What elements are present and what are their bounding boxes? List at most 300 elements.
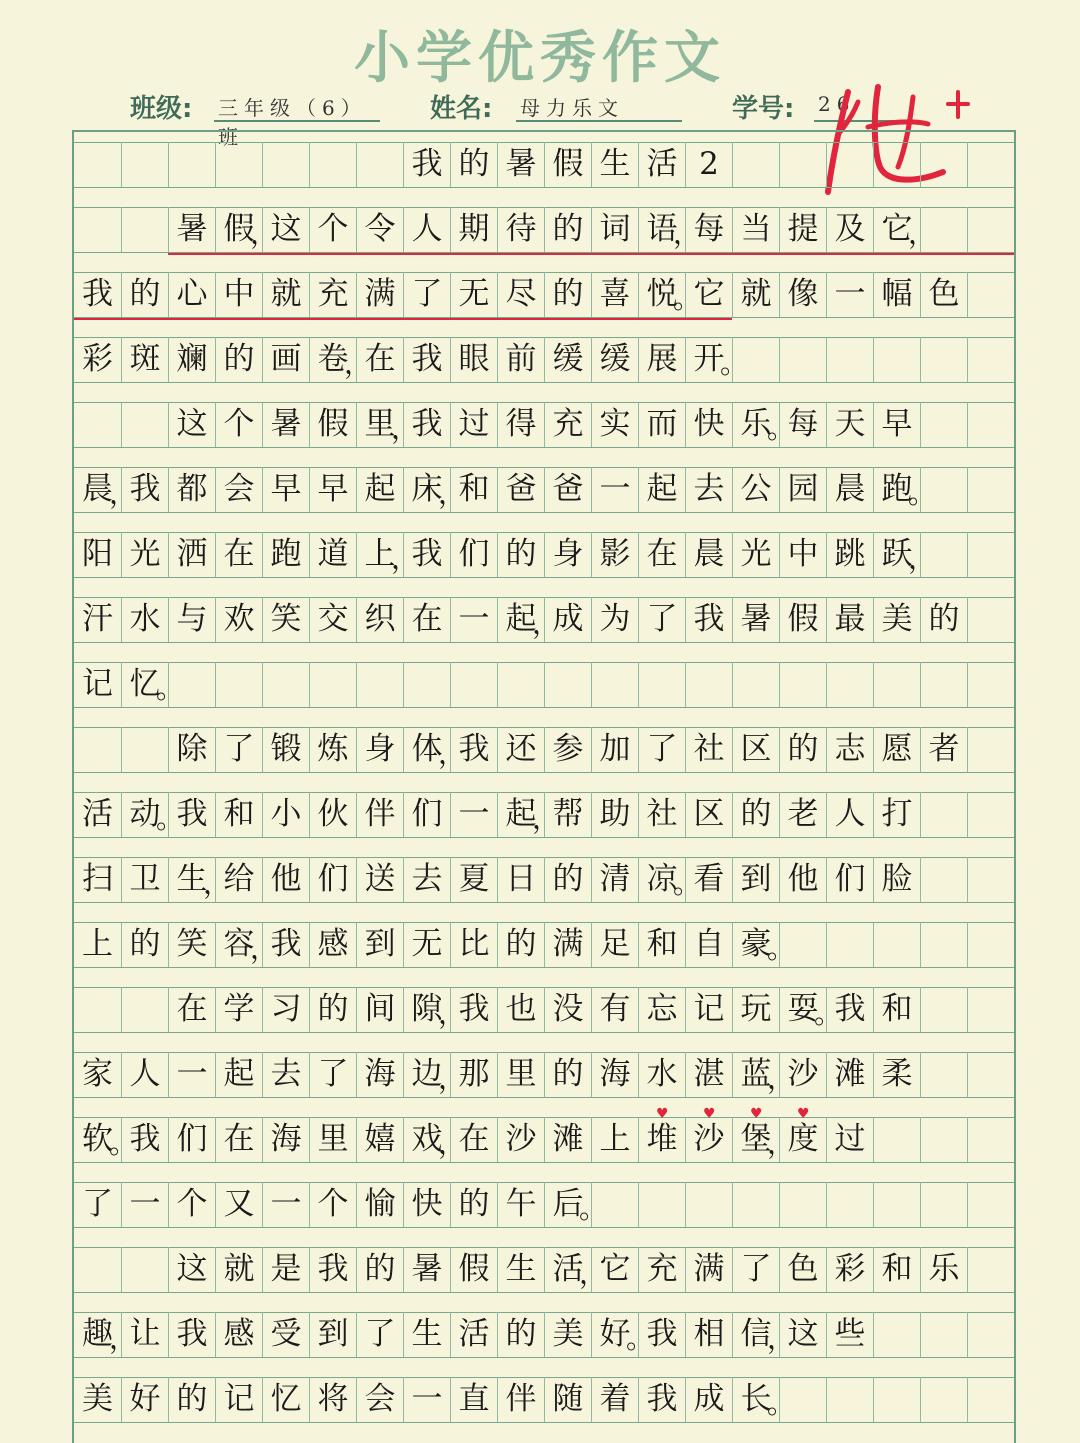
- punctuation-mark: 。: [579, 1192, 608, 1225]
- grid-cell: 就: [732, 272, 779, 317]
- grid-cell: 的: [121, 922, 168, 967]
- grid-cell: 直: [450, 1377, 497, 1422]
- grid-cell: 和: [450, 467, 497, 512]
- grid-cell: 光: [121, 532, 168, 577]
- grid-cell: 汗: [82, 601, 113, 637]
- grid-cell: 都: [168, 467, 215, 512]
- grid-cell: 它: [685, 272, 732, 317]
- grid-cell: 我: [403, 402, 450, 447]
- grid-cell: 彩: [826, 1247, 873, 1292]
- punctuation-mark: 。: [814, 997, 843, 1030]
- grid-cell: 提: [779, 207, 826, 252]
- grid-cell: 边: [403, 1052, 450, 1097]
- heart-mark-icon: ♥: [656, 1106, 669, 1122]
- grid-cell: 我: [309, 1247, 356, 1292]
- grid-cell: 锻: [262, 727, 309, 772]
- grid-cell: 得: [497, 402, 544, 447]
- punctuation-mark: ，: [579, 1257, 608, 1290]
- grid-cell: 的: [450, 142, 497, 187]
- grid-cell: 看: [685, 857, 732, 902]
- grid-cell: 词: [591, 207, 638, 252]
- grid-cell: [403, 662, 450, 707]
- grid-cell: 活: [450, 1312, 497, 1357]
- grid-cell: 到: [356, 922, 403, 967]
- grid-cell: 成: [685, 1377, 732, 1422]
- punctuation-mark: ，: [767, 1062, 796, 1095]
- essay-line: [74, 782, 1014, 847]
- grid-cell: 在: [215, 532, 262, 577]
- essay-line: [74, 652, 1014, 717]
- grid-cell: 志: [826, 727, 873, 772]
- grid-cell: 水: [121, 597, 168, 642]
- punctuation-mark: ，: [391, 412, 420, 445]
- grid-cell: 们: [403, 792, 450, 837]
- essay-line: [74, 847, 1014, 912]
- grid-cell: 活: [638, 142, 685, 187]
- grid-cell: [967, 142, 1014, 187]
- grid-cell: [967, 1117, 1014, 1162]
- grid-cell: 了: [215, 727, 262, 772]
- grid-cell: 午: [497, 1182, 544, 1227]
- grid-cell: 伙: [309, 792, 356, 837]
- grid-cell: 者: [920, 727, 967, 772]
- grid-cell: 堡: [732, 1117, 779, 1162]
- grid-cell: [873, 337, 920, 382]
- grid-cell: 习: [262, 987, 309, 1032]
- grid-cell: [967, 727, 1014, 772]
- punctuation-mark: ，: [438, 737, 467, 770]
- grid-cell: 在: [638, 532, 685, 577]
- grid-cell: 到: [309, 1312, 356, 1357]
- grid-cell: 起: [215, 1052, 262, 1097]
- grid-cell: 的: [168, 1377, 215, 1422]
- grid-cell: 还: [497, 727, 544, 772]
- grid-cell: 的: [497, 1312, 544, 1357]
- grid-cell: 的: [121, 272, 168, 317]
- grid-cell: 们: [309, 857, 356, 902]
- grid-cell: [967, 337, 1014, 382]
- grid-cell: 乐: [732, 402, 779, 447]
- grid-cell: [967, 1182, 1014, 1227]
- grid-cell: 我: [262, 922, 309, 967]
- punctuation-mark: ，: [908, 217, 937, 250]
- grid-cell: [732, 1182, 779, 1227]
- grid-cell: 身: [544, 532, 591, 577]
- grid-cell: 伴: [356, 792, 403, 837]
- grid-cell: 凉: [638, 857, 685, 902]
- grid-cell: 炼: [309, 727, 356, 772]
- grid-cell: [591, 662, 638, 707]
- grid-cell: 那: [450, 1052, 497, 1097]
- grid-cell: 将: [309, 1377, 356, 1422]
- grid-cell: [873, 142, 920, 187]
- grid-cell: [356, 662, 403, 707]
- grid-cell: [450, 662, 497, 707]
- grid-cell: [779, 337, 826, 382]
- grid-cell: 社: [638, 792, 685, 837]
- grid-cell: 眼: [450, 337, 497, 382]
- grid-cell: 欢: [215, 597, 262, 642]
- grid-cell: [121, 727, 168, 772]
- grid-cell: [967, 857, 1014, 902]
- grid-cell: 愿: [873, 727, 920, 772]
- grid-cell: 体: [403, 727, 450, 772]
- grid-cell: 和: [215, 792, 262, 837]
- grid-cell: 笑: [262, 597, 309, 642]
- class-value: 三年级（6）班: [214, 92, 380, 122]
- grid-cell: 的: [920, 597, 967, 642]
- grid-cell: [215, 662, 262, 707]
- grid-cell: 耍: [779, 987, 826, 1032]
- grid-cell: 人: [826, 792, 873, 837]
- grid-cell: 软: [82, 1121, 113, 1157]
- grid-cell: [685, 662, 732, 707]
- grid-cell: 道: [309, 532, 356, 577]
- grid-cell: 2: [685, 142, 732, 187]
- grid-cell: 卷: [309, 337, 356, 382]
- grid-cell: 充: [309, 272, 356, 317]
- grid-cell: 这: [262, 207, 309, 252]
- grid-cell: 和: [873, 987, 920, 1032]
- grid-cell: 忆: [262, 1377, 309, 1422]
- grid-cell: 嬉: [356, 1117, 403, 1162]
- grid-cell: 天: [826, 402, 873, 447]
- punctuation-mark: ，: [250, 217, 279, 250]
- grid-cell: [873, 1117, 920, 1162]
- essay-line: [74, 392, 1014, 457]
- essay-line: [74, 1042, 1014, 1107]
- grid-cell: 一: [168, 1052, 215, 1097]
- grid-cell: 的: [544, 272, 591, 317]
- grid-cell: [121, 142, 168, 187]
- grid-cell: 随: [544, 1377, 591, 1422]
- grid-cell: [732, 142, 779, 187]
- grid-cell: 暑: [262, 402, 309, 447]
- grid-cell: 公: [732, 467, 779, 512]
- page-title: 小学优秀作文: [354, 26, 726, 91]
- grid-cell: 一: [591, 467, 638, 512]
- grid-cell: 是: [262, 1247, 309, 1292]
- grid-cell: 堆: [638, 1117, 685, 1162]
- grid-cell: 我: [168, 792, 215, 837]
- grid-cell: 去: [403, 857, 450, 902]
- grid-cell: 们: [450, 532, 497, 577]
- grid-cell: 假: [544, 142, 591, 187]
- grid-cell: 身: [356, 727, 403, 772]
- grid-cell: 假: [450, 1247, 497, 1292]
- grid-cell: [873, 1312, 920, 1357]
- grid-cell: 美: [82, 1381, 113, 1417]
- grid-cell: 彩: [82, 341, 113, 377]
- grid-cell: [826, 1377, 873, 1422]
- grid-cell: 伴: [497, 1377, 544, 1422]
- grid-cell: [779, 142, 826, 187]
- grid-cell: 他: [262, 857, 309, 902]
- grid-cell: [967, 987, 1014, 1032]
- grid-cell: 我: [450, 987, 497, 1032]
- grid-cell: 园: [779, 467, 826, 512]
- grid-cell: 和: [638, 922, 685, 967]
- essay-line: [74, 1107, 1014, 1172]
- grid-cell: 玩: [732, 987, 779, 1032]
- essay-line: [74, 457, 1014, 522]
- grid-cell: 帮: [544, 792, 591, 837]
- grid-cell: 一: [403, 1377, 450, 1422]
- punctuation-mark: ，: [250, 932, 279, 965]
- punctuation-mark: ，: [438, 477, 467, 510]
- grid-cell: 语: [638, 207, 685, 252]
- grid-cell: 的: [779, 727, 826, 772]
- grid-cell: 缓: [544, 337, 591, 382]
- grid-cell: 足: [591, 922, 638, 967]
- essay-line: [74, 522, 1014, 587]
- grid-cell: 海: [591, 1052, 638, 1097]
- essay-line: [74, 587, 1014, 652]
- grid-cell: 早: [309, 467, 356, 512]
- grid-cell: 光: [732, 532, 779, 577]
- grid-cell: [873, 1182, 920, 1227]
- grid-cell: 晨: [82, 471, 113, 507]
- grid-cell: [873, 922, 920, 967]
- grid-cell: 跑: [262, 532, 309, 577]
- grid-cell: 生: [497, 1247, 544, 1292]
- grid-cell: [967, 792, 1014, 837]
- grid-cell: [967, 532, 1014, 577]
- punctuation-mark: ，: [767, 1322, 796, 1355]
- grid-cell: 他: [779, 857, 826, 902]
- grid-cell: 加: [591, 727, 638, 772]
- grid-cell: 家: [82, 1056, 113, 1092]
- grid-cell: [638, 662, 685, 707]
- grid-cell: 每: [779, 402, 826, 447]
- grid-cell: 记: [82, 666, 113, 702]
- grid-cell: [920, 922, 967, 967]
- grid-cell: 在: [215, 1117, 262, 1162]
- grid-cell: [920, 857, 967, 902]
- punctuation-mark: ，: [438, 997, 467, 1030]
- grid-cell: 织: [356, 597, 403, 642]
- grid-cell: [826, 337, 873, 382]
- grid-cell: 我: [685, 597, 732, 642]
- grid-cell: 个: [309, 1182, 356, 1227]
- grid-cell: 戏: [403, 1117, 450, 1162]
- grid-cell: [74, 1247, 121, 1292]
- grid-cell: [215, 142, 262, 187]
- grid-cell: 们: [826, 857, 873, 902]
- heart-mark-icon: ♥: [750, 1106, 763, 1122]
- grid-cell: 容: [215, 922, 262, 967]
- grid-cell: 无: [403, 922, 450, 967]
- grid-cell: 满: [544, 922, 591, 967]
- grid-cell: 前: [497, 337, 544, 382]
- grid-cell: [74, 727, 121, 772]
- grid-cell: 床: [403, 467, 450, 512]
- punctuation-mark: ，: [532, 607, 561, 640]
- grid-cell: 而: [638, 402, 685, 447]
- grid-cell: [685, 1182, 732, 1227]
- grid-cell: 沙: [779, 1052, 826, 1097]
- grid-cell: 了: [732, 1247, 779, 1292]
- grid-cell: [967, 1312, 1014, 1357]
- grid-cell: 我: [121, 1117, 168, 1162]
- grid-cell: 区: [732, 727, 779, 772]
- grid-cell: 我: [638, 1312, 685, 1357]
- grid-cell: 忆: [121, 662, 168, 707]
- grid-cell: 色: [920, 272, 967, 317]
- grid-cell: 和: [873, 1247, 920, 1292]
- grid-cell: 喜: [591, 272, 638, 317]
- grid-cell: 在: [403, 597, 450, 642]
- grid-cell: 的: [356, 1247, 403, 1292]
- grid-cell: 快: [685, 402, 732, 447]
- grid-cell: 上: [82, 926, 113, 962]
- grid-cell: 了: [309, 1052, 356, 1097]
- grid-cell: 助: [591, 792, 638, 837]
- grid-cell: [920, 987, 967, 1032]
- punctuation-mark: 。: [673, 867, 702, 900]
- grid-cell: 后: [544, 1182, 591, 1227]
- grid-cell: [121, 207, 168, 252]
- grid-cell: 人: [403, 207, 450, 252]
- grid-cell: 里: [497, 1052, 544, 1097]
- grid-cell: 我: [403, 142, 450, 187]
- essay-grid-paper: [72, 130, 1016, 1443]
- grid-cell: 蓝: [732, 1052, 779, 1097]
- grid-cell: 学: [215, 987, 262, 1032]
- grid-cell: 晨: [685, 532, 732, 577]
- grid-cell: [779, 1182, 826, 1227]
- grid-cell: 起: [497, 792, 544, 837]
- grid-cell: 为: [591, 597, 638, 642]
- grid-cell: 动: [121, 792, 168, 837]
- grid-cell: 早: [262, 467, 309, 512]
- grid-cell: 间: [356, 987, 403, 1032]
- punctuation-mark: 。: [156, 802, 185, 835]
- grid-cell: 会: [356, 1377, 403, 1422]
- grid-cell: 每: [685, 207, 732, 252]
- punctuation-mark: ，: [673, 217, 702, 250]
- punctuation-mark: ，: [438, 1062, 467, 1095]
- id-label: 学号:: [732, 94, 795, 124]
- grid-cell: 的: [544, 207, 591, 252]
- grid-cell: [121, 1247, 168, 1292]
- grid-cell: 爸: [497, 467, 544, 512]
- grid-cell: 暑: [732, 597, 779, 642]
- grid-cell: 它: [873, 207, 920, 252]
- grid-cell: [732, 662, 779, 707]
- grid-cell: 生: [403, 1312, 450, 1357]
- grid-cell: 了: [82, 1186, 113, 1222]
- grid-cell: [920, 1117, 967, 1162]
- grid-cell: 愉: [356, 1182, 403, 1227]
- grid-cell: 早: [873, 402, 920, 447]
- punctuation-mark: ，: [203, 867, 232, 900]
- grid-cell: [121, 987, 168, 1032]
- essay-line: [74, 1172, 1014, 1237]
- grid-cell: 假: [215, 207, 262, 252]
- grid-cell: [497, 662, 544, 707]
- grid-cell: [920, 1182, 967, 1227]
- essay-line: [74, 1302, 1014, 1367]
- grid-cell: 的: [544, 857, 591, 902]
- punctuation-mark: 。: [673, 282, 702, 315]
- grid-cell: 夏: [450, 857, 497, 902]
- grid-cell: 生: [168, 857, 215, 902]
- grid-cell: 一: [826, 272, 873, 317]
- grid-cell: 斓: [168, 337, 215, 382]
- grid-cell: [826, 142, 873, 187]
- grid-cell: 的: [497, 922, 544, 967]
- grid-cell: 我: [826, 987, 873, 1032]
- grid-cell: 海: [356, 1052, 403, 1097]
- punctuation-mark: 。: [109, 1127, 138, 1160]
- grid-cell: 参: [544, 727, 591, 772]
- grid-cell: 这: [168, 402, 215, 447]
- punctuation-mark: ，: [767, 1127, 796, 1160]
- grid-cell: 乐: [920, 1247, 967, 1292]
- grid-cell: 忘: [638, 987, 685, 1032]
- grid-cell: 海: [262, 1117, 309, 1162]
- grid-cell: 了: [403, 272, 450, 317]
- grid-cell: 里: [356, 402, 403, 447]
- grid-cell: [826, 1182, 873, 1227]
- grid-cell: 隙: [403, 987, 450, 1032]
- grid-cell: 快: [403, 1182, 450, 1227]
- grid-cell: 我: [403, 337, 450, 382]
- grid-cell: 开: [685, 337, 732, 382]
- grid-cell: 脸: [873, 857, 920, 902]
- grid-cell: 充: [544, 402, 591, 447]
- grid-cell: 我: [450, 727, 497, 772]
- grid-cell: 尽: [497, 272, 544, 317]
- grid-cell: [967, 597, 1014, 642]
- punctuation-mark: 。: [767, 1387, 796, 1420]
- grid-cell: 又: [215, 1182, 262, 1227]
- grid-cell: 爸: [544, 467, 591, 512]
- punctuation-mark: 。: [767, 412, 796, 445]
- grid-cell: 活: [82, 796, 113, 832]
- grid-cell: 在: [168, 987, 215, 1032]
- grid-cell: 笑: [168, 922, 215, 967]
- grid-cell: 阳: [82, 536, 113, 572]
- grid-cell: 沙: [685, 1117, 732, 1162]
- grid-cell: 也: [497, 987, 544, 1032]
- class-label: 班级:: [130, 94, 193, 124]
- grid-cell: [920, 1377, 967, 1422]
- grid-cell: 水: [638, 1052, 685, 1097]
- grid-cell: 期: [450, 207, 497, 252]
- grid-cell: 这: [168, 1247, 215, 1292]
- grid-cell: 豪: [732, 922, 779, 967]
- grid-cell: 社: [685, 727, 732, 772]
- grid-cell: 着: [591, 1377, 638, 1422]
- grid-cell: 柔: [873, 1052, 920, 1097]
- grid-cell: 上: [591, 1117, 638, 1162]
- grid-cell: [873, 1377, 920, 1422]
- grid-cell: 上: [356, 532, 403, 577]
- grid-cell: 洒: [168, 532, 215, 577]
- punctuation-mark: 。: [156, 672, 185, 705]
- grid-cell: 影: [591, 532, 638, 577]
- grid-cell: [826, 922, 873, 967]
- grid-cell: 就: [215, 1247, 262, 1292]
- grid-cell: 的: [544, 1052, 591, 1097]
- grid-cell: 生: [591, 142, 638, 187]
- grid-cell: 趣: [82, 1316, 113, 1352]
- grid-cell: 中: [779, 532, 826, 577]
- grid-cell: 幅: [873, 272, 920, 317]
- grid-cell: [873, 662, 920, 707]
